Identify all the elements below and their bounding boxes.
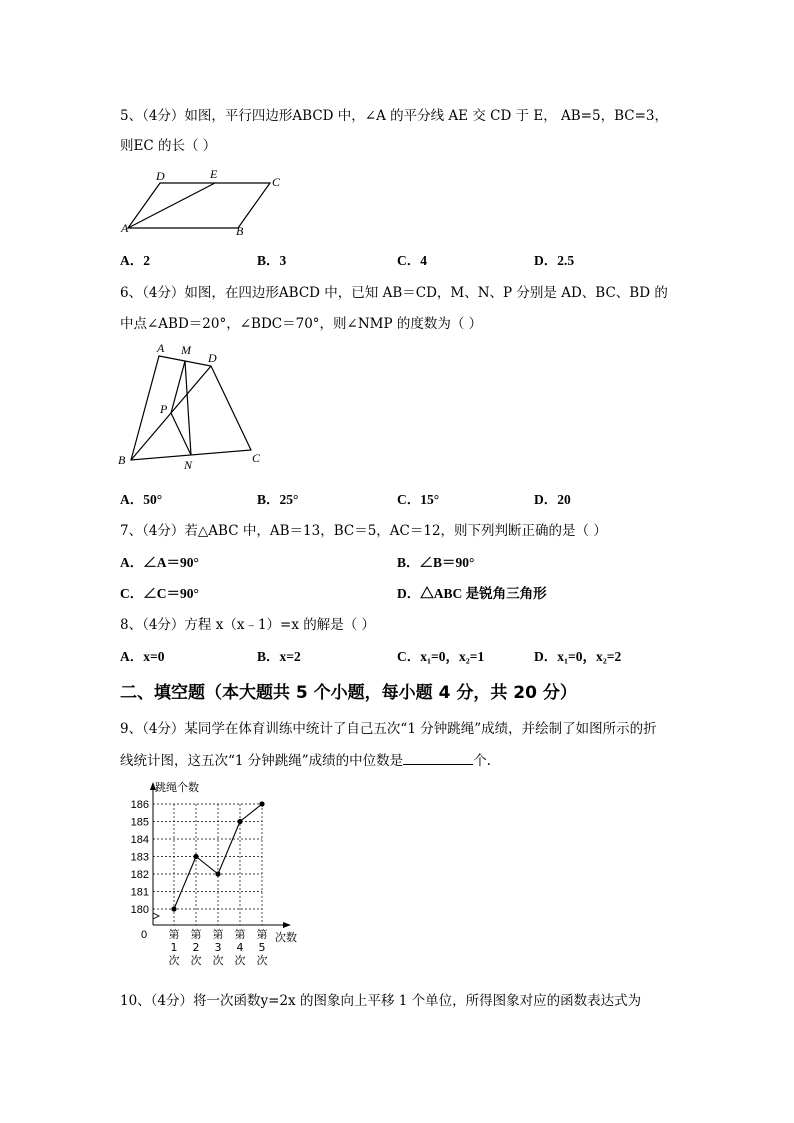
q7-line1: 7、（4分）若△ABC 中，AB＝13，BC＝5，AC＝12，则下列判断正确的是（ ） <box>120 523 607 539</box>
q7-option-d[interactable]: D．△ABC 是锐角三角形 <box>397 586 547 601</box>
x-tick-label-4-0: 第 <box>234 928 246 941</box>
q7-option-c[interactable]: C．∠C＝90° <box>120 586 199 601</box>
q9-line2-suffix: 个. <box>473 753 491 769</box>
x-tick-label-2-2: 次 <box>190 954 202 967</box>
x-tick-label-2-1: 2 <box>192 941 200 954</box>
q6-quadrilateral <box>131 356 251 460</box>
q9-answer-blank[interactable] <box>403 752 473 765</box>
q5-bisector-ae <box>128 183 215 228</box>
q5-label-d: D <box>156 169 165 183</box>
q10-line1: 10、（4分）将一次函数y=2x 的图象向上平移 1 个单位，所得图象对应的函数表达式为 <box>120 993 642 1009</box>
section-2-title: 二、填空题（本大题共 5 个小题，每小题 4 分，共 20 分） <box>120 683 577 703</box>
x-axis-label: 次数 <box>275 931 297 944</box>
q6-label-c: C <box>252 451 261 465</box>
y-axis-label: 跳绳个数 <box>155 781 199 794</box>
x-tick-label-4-1: 4 <box>236 941 244 954</box>
q6-label-b: B <box>118 453 126 467</box>
q7-option-b[interactable]: B．∠B＝90° <box>397 555 475 570</box>
x-tick-label-1-0: 第 <box>168 928 180 941</box>
q6-line2: 中点∠ABD＝20°，∠BDC＝70°，则∠NMP 的度数为（ ） <box>120 316 483 332</box>
x-tick-label-4-2: 次 <box>234 954 246 967</box>
y-tick-label-185: 185 <box>130 816 149 829</box>
q5-label-e: E <box>210 167 218 181</box>
y-axis-break <box>153 913 159 919</box>
q6-segment-mn <box>185 361 191 455</box>
q6-line1: 6、（4分）如图，在四边形ABCD 中，已知 AB＝CD，M、N、P 分别是 AD、BC、BD 的 <box>120 285 668 301</box>
data-point-2 <box>193 854 198 859</box>
q6-label-n: N <box>184 458 193 472</box>
q6-option-b[interactable]: B．25° <box>257 492 299 507</box>
x-tick-label-5-0: 第 <box>256 928 268 941</box>
q5-option-b[interactable]: B．3 <box>257 253 287 268</box>
x-tick-label-3-0: 第 <box>212 928 224 941</box>
x-tick-label-2-0: 第 <box>190 928 202 941</box>
q5-label-a: A <box>121 221 129 235</box>
x-tick-label-3-1: 3 <box>214 941 222 954</box>
q5-parallelogram <box>128 183 270 228</box>
q5-label-b: B <box>236 224 244 238</box>
q8-option-b[interactable]: B．x=2 <box>257 649 301 664</box>
data-point-3 <box>215 871 220 876</box>
q5-option-c[interactable]: C．4 <box>397 253 427 268</box>
q9-line2-text: 线统计图，这五次“1 分钟跳绳”成绩的中位数是 <box>120 753 404 769</box>
data-point-5 <box>259 801 264 806</box>
q5-option-a[interactable]: A．2 <box>120 253 150 268</box>
q7-option-a[interactable]: A．∠A＝90° <box>120 555 199 570</box>
data-point-1 <box>171 906 176 911</box>
q9-line1: 9、（4分）某同学在体育训练中统计了自己五次“1 分钟跳绳”成绩，并绘制了如图所示的折 <box>120 721 657 737</box>
q6-label-d: D <box>208 351 217 365</box>
q5-line2: 则EC 的长（ ） <box>120 138 217 154</box>
q5-line1: 5、（4分）如图，平行四边形ABCD 中，∠A 的平分线 AE 交 CD 于 E， AB=5，BC=3， <box>120 108 668 124</box>
q6-segment-pn <box>171 413 191 455</box>
q5-label-c: C <box>272 175 281 189</box>
x-tick-label-5-1: 5 <box>258 941 266 954</box>
y-tick-label-181: 181 <box>130 886 149 899</box>
q5-option-d[interactable]: D．2.5 <box>534 253 575 268</box>
q6-label-m: M <box>181 343 191 357</box>
y-tick-label-182: 182 <box>130 869 149 881</box>
q5-parallelogram-figure <box>118 168 288 238</box>
q6-option-a[interactable]: A．50° <box>120 492 163 507</box>
q6-label-p: P <box>160 402 168 416</box>
x-tick-label-1-1: 1 <box>170 941 178 954</box>
q9-line-chart <box>115 778 315 973</box>
x-axis-arrow <box>283 922 291 928</box>
q8-line1: 8、（4分）方程 x（x﹣1）=x 的解是（ ） <box>120 617 376 633</box>
q6-option-d[interactable]: D．20 <box>534 492 571 507</box>
q8-option-c[interactable]: C．x₁=0，x₂=1 <box>397 649 485 664</box>
y-tick-label-180: 180 <box>130 904 149 916</box>
x-tick-label-5-2: 次 <box>256 954 268 967</box>
q6-label-a: A <box>157 341 165 355</box>
data-point-4 <box>237 819 242 824</box>
x-tick-label-3-2: 次 <box>212 954 224 967</box>
origin-label: 0 <box>141 929 148 941</box>
y-tick-label-183: 183 <box>130 851 149 864</box>
q6-quadrilateral-figure <box>115 340 275 472</box>
q8-option-d[interactable]: D．x₁=0，x₂=2 <box>534 649 622 664</box>
y-tick-label-184: 184 <box>130 834 149 846</box>
x-tick-label-1-2: 次 <box>168 954 180 967</box>
y-tick-label-186: 186 <box>130 799 149 811</box>
q9-line2 <box>120 749 491 769</box>
q8-option-a[interactable]: A．x=0 <box>120 649 165 664</box>
q6-option-c[interactable]: C．15° <box>397 492 440 507</box>
